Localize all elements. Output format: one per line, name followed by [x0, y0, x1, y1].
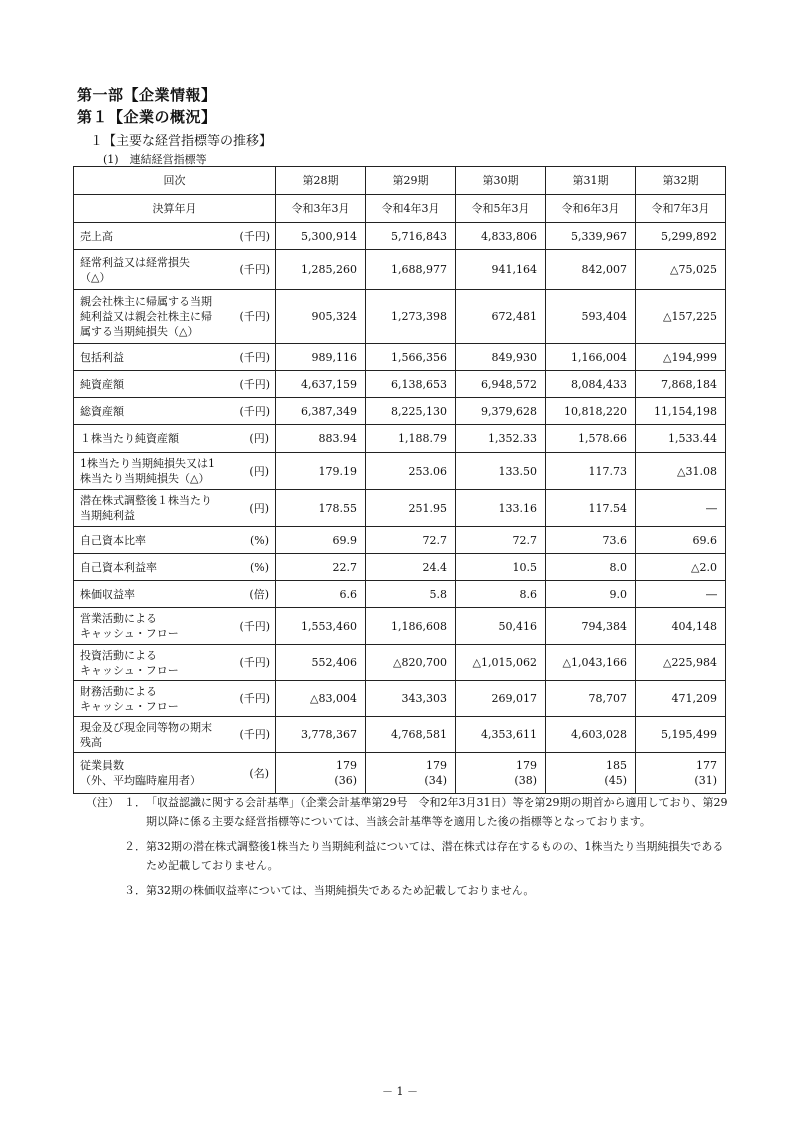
- row-label: 財務活動による キャッシュ・フロー: [74, 681, 234, 717]
- row-label: 営業活動による キャッシュ・フロー: [74, 608, 234, 645]
- value-cell: 849,930: [456, 344, 546, 371]
- row-label: １株当たり純資産額: [74, 425, 234, 453]
- period-header: 第31期: [546, 167, 636, 195]
- fiscal-date: 令和7年3月: [636, 195, 726, 223]
- value-cell: △820,700: [366, 645, 456, 681]
- value-cell: 794,384: [546, 608, 636, 645]
- value-cell: 8,084,433: [546, 371, 636, 398]
- row-label: 総資産額: [74, 398, 234, 425]
- value-cell: 552,406: [276, 645, 366, 681]
- row-label: 投資活動による キャッシュ・フロー: [74, 645, 234, 681]
- part-heading: 第一部【企業情報】: [77, 86, 217, 104]
- table-row: [74, 490, 726, 527]
- table-row: [74, 223, 726, 250]
- table-row: [74, 717, 726, 753]
- row-label: 親会社株主に帰属する当期 純利益又は親会社株主に帰 属する当期純損失（△）: [74, 290, 234, 344]
- value-cell: 1,285,260: [276, 250, 366, 290]
- fiscal-date: 令和6年3月: [546, 195, 636, 223]
- value-cell: 941,164: [456, 250, 546, 290]
- value-cell: 69.6: [636, 527, 726, 554]
- row-unit: (千円): [234, 645, 276, 681]
- value-cell: 6,948,572: [456, 371, 546, 398]
- note-text: 第32期の潜在株式調整後1株当たり当期純利益については、潜在株式は存在するものの、1株当たり当期純損失であるため記載しておりません。: [146, 840, 724, 872]
- value-cell: △225,984: [636, 645, 726, 681]
- note-item: [86, 837, 731, 875]
- value-cell: 4,833,806: [456, 223, 546, 250]
- value-cell: 8.6: [456, 581, 546, 608]
- note-item: [86, 881, 731, 900]
- row-unit: (千円): [234, 371, 276, 398]
- employees-value: 179: [426, 759, 447, 772]
- value-cell: 72.7: [456, 527, 546, 554]
- value-cell: 6,387,349: [276, 398, 366, 425]
- row-label: 自己資本比率: [74, 527, 234, 554]
- value-cell: 471,209: [636, 681, 726, 717]
- page-number: － 1 －: [382, 1085, 418, 1098]
- row-unit: (千円): [234, 290, 276, 344]
- value-cell: 5,299,892: [636, 223, 726, 250]
- value-cell: 50,416: [456, 608, 546, 645]
- row-label: 現金及び現金同等物の期末 残高: [74, 717, 234, 753]
- value-cell: 1,688,977: [366, 250, 456, 290]
- value-cell: 269,017: [456, 681, 546, 717]
- value-cell: 6,138,653: [366, 371, 456, 398]
- value-cell: △157,225: [636, 290, 726, 344]
- date-row: [74, 195, 726, 223]
- value-cell: 8.0: [546, 554, 636, 581]
- row-unit: (千円): [234, 717, 276, 753]
- value-cell: 1,553,460: [276, 608, 366, 645]
- value-cell: 343,303: [366, 681, 456, 717]
- value-cell: 73.6: [546, 527, 636, 554]
- fiscal-date: 令和5年3月: [456, 195, 546, 223]
- value-cell: 7,868,184: [636, 371, 726, 398]
- value-cell: △31.08: [636, 453, 726, 490]
- employees-label-sub: （外、平均臨時雇用者）: [80, 774, 201, 787]
- value-cell: 5,300,914: [276, 223, 366, 250]
- row-unit: (千円): [234, 608, 276, 645]
- value-cell: 4,353,611: [456, 717, 546, 753]
- row-label: 経常利益又は経常損失 （△）: [74, 250, 234, 290]
- value-cell: △2.0: [636, 554, 726, 581]
- value-cell: 1,186,608: [366, 608, 456, 645]
- value-cell: 1,166,004: [546, 344, 636, 371]
- row-unit: (倍): [234, 581, 276, 608]
- employees-cell: [366, 753, 456, 794]
- value-cell: △1,043,166: [546, 645, 636, 681]
- value-cell: 10,818,220: [546, 398, 636, 425]
- value-cell: 1,533.44: [636, 425, 726, 453]
- employees-cell: [276, 753, 366, 794]
- table-row: [74, 527, 726, 554]
- value-cell: 4,768,581: [366, 717, 456, 753]
- table-row: [74, 554, 726, 581]
- employees-value: 185: [606, 759, 627, 772]
- period-header: 第30期: [456, 167, 546, 195]
- value-cell: 69.9: [276, 527, 366, 554]
- employees-unit: (名): [234, 753, 276, 794]
- table-row: [74, 453, 726, 490]
- value-cell: 117.54: [546, 490, 636, 527]
- value-cell: 117.73: [546, 453, 636, 490]
- row-label: 自己資本利益率: [74, 554, 234, 581]
- row-unit: (千円): [234, 250, 276, 290]
- value-cell: 179.19: [276, 453, 366, 490]
- temporary-employees-value: (34): [424, 774, 447, 787]
- value-cell: 1,566,356: [366, 344, 456, 371]
- table-row: [74, 344, 726, 371]
- value-cell: 11,154,198: [636, 398, 726, 425]
- table-row: [74, 398, 726, 425]
- value-cell: 4,637,159: [276, 371, 366, 398]
- temporary-employees-value: (36): [334, 774, 357, 787]
- value-cell: 905,324: [276, 290, 366, 344]
- value-cell: 133.16: [456, 490, 546, 527]
- period-header: 第29期: [366, 167, 456, 195]
- employees-row: [74, 753, 726, 794]
- value-cell: 6.6: [276, 581, 366, 608]
- value-cell: 5.8: [366, 581, 456, 608]
- value-cell: 253.06: [366, 453, 456, 490]
- value-cell: 672,481: [456, 290, 546, 344]
- employees-cell: [546, 753, 636, 794]
- row-label: 株価収益率: [74, 581, 234, 608]
- value-cell: 1,352.33: [456, 425, 546, 453]
- table-row: [74, 581, 726, 608]
- temporary-employees-value: (38): [514, 774, 537, 787]
- employees-cell: [456, 753, 546, 794]
- value-cell: 133.50: [456, 453, 546, 490]
- section-heading: 第１【企業の概況】: [77, 108, 217, 126]
- value-cell: △75,025: [636, 250, 726, 290]
- note-text: 「収益認識に関する会計基準」（企業会計基準第29号 令和2年3月31日）等を第29期の期首から適用しており、第29期以降に係る主要な経営指標等については、当該会計基準等を適用した後の指標等となっております。: [146, 796, 728, 828]
- value-cell: 1,578.66: [546, 425, 636, 453]
- row-unit: (円): [234, 490, 276, 527]
- value-cell: 10.5: [456, 554, 546, 581]
- row-label: 1株当たり当期純損失又は1 株当たり当期純損失（△）: [74, 453, 234, 490]
- value-cell: 1,188.79: [366, 425, 456, 453]
- value-cell: 593,404: [546, 290, 636, 344]
- row-unit: (千円): [234, 681, 276, 717]
- period-header: 第32期: [636, 167, 726, 195]
- financial-indicators-table: [73, 166, 726, 794]
- fiscal-date: 令和3年3月: [276, 195, 366, 223]
- row-unit: (%): [234, 554, 276, 581]
- value-cell: 78,707: [546, 681, 636, 717]
- value-cell: 5,195,499: [636, 717, 726, 753]
- value-cell: 9.0: [546, 581, 636, 608]
- temporary-employees-value: (31): [694, 774, 717, 787]
- row-label: 純資産額: [74, 371, 234, 398]
- fiscal-date: 令和4年3月: [366, 195, 456, 223]
- row-unit: (円): [234, 453, 276, 490]
- value-cell: ―: [636, 490, 726, 527]
- note-number: １．: [124, 796, 146, 809]
- subsection-heading: １【主要な経営指標等の推移】: [90, 134, 273, 149]
- value-cell: 178.55: [276, 490, 366, 527]
- temporary-employees-value: (45): [604, 774, 627, 787]
- value-cell: 842,007: [546, 250, 636, 290]
- note-number: ３．: [124, 884, 146, 897]
- note-number: ２．: [124, 840, 146, 853]
- value-cell: △194,999: [636, 344, 726, 371]
- table-row: [74, 425, 726, 453]
- item-heading: (1) 連結経営指標等: [103, 153, 207, 166]
- value-cell: 989,116: [276, 344, 366, 371]
- employees-value: 179: [336, 759, 357, 772]
- value-cell: ―: [636, 581, 726, 608]
- value-cell: 72.7: [366, 527, 456, 554]
- value-cell: 5,339,967: [546, 223, 636, 250]
- row-label: 売上高: [74, 223, 234, 250]
- row-unit: (千円): [234, 398, 276, 425]
- note-item: [86, 793, 731, 831]
- value-cell: 22.7: [276, 554, 366, 581]
- value-cell: △83,004: [276, 681, 366, 717]
- row-unit: (千円): [234, 223, 276, 250]
- employees-value: 179: [516, 759, 537, 772]
- date-header-label: 決算年月: [74, 195, 276, 223]
- table-row: [74, 290, 726, 344]
- period-header-label: 回次: [74, 167, 276, 195]
- value-cell: 3,778,367: [276, 717, 366, 753]
- row-unit: (%): [234, 527, 276, 554]
- value-cell: 251.95: [366, 490, 456, 527]
- value-cell: △1,015,062: [456, 645, 546, 681]
- table-row: [74, 681, 726, 717]
- row-unit: (円): [234, 425, 276, 453]
- value-cell: 1,273,398: [366, 290, 456, 344]
- value-cell: 9,379,628: [456, 398, 546, 425]
- employees-label: [74, 753, 234, 794]
- employees-cell: [636, 753, 726, 794]
- value-cell: 4,603,028: [546, 717, 636, 753]
- employees-label-main: 従業員数: [80, 759, 124, 772]
- table-row: [74, 608, 726, 645]
- employees-value: 177: [696, 759, 717, 772]
- notes-section: [86, 793, 731, 900]
- header-row: [74, 167, 726, 195]
- value-cell: 404,148: [636, 608, 726, 645]
- row-unit: (千円): [234, 344, 276, 371]
- table-row: [74, 250, 726, 290]
- note-text: 第32期の株価収益率については、当期純損失であるため記載しておりません。: [146, 884, 535, 897]
- row-label: 潜在株式調整後１株当たり 当期純利益: [74, 490, 234, 527]
- period-header: 第28期: [276, 167, 366, 195]
- notes-prefix: （注）: [86, 796, 119, 809]
- table-row: [74, 371, 726, 398]
- row-label: 包括利益: [74, 344, 234, 371]
- value-cell: 883.94: [276, 425, 366, 453]
- value-cell: 24.4: [366, 554, 456, 581]
- value-cell: 5,716,843: [366, 223, 456, 250]
- table-row: [74, 645, 726, 681]
- value-cell: 8,225,130: [366, 398, 456, 425]
